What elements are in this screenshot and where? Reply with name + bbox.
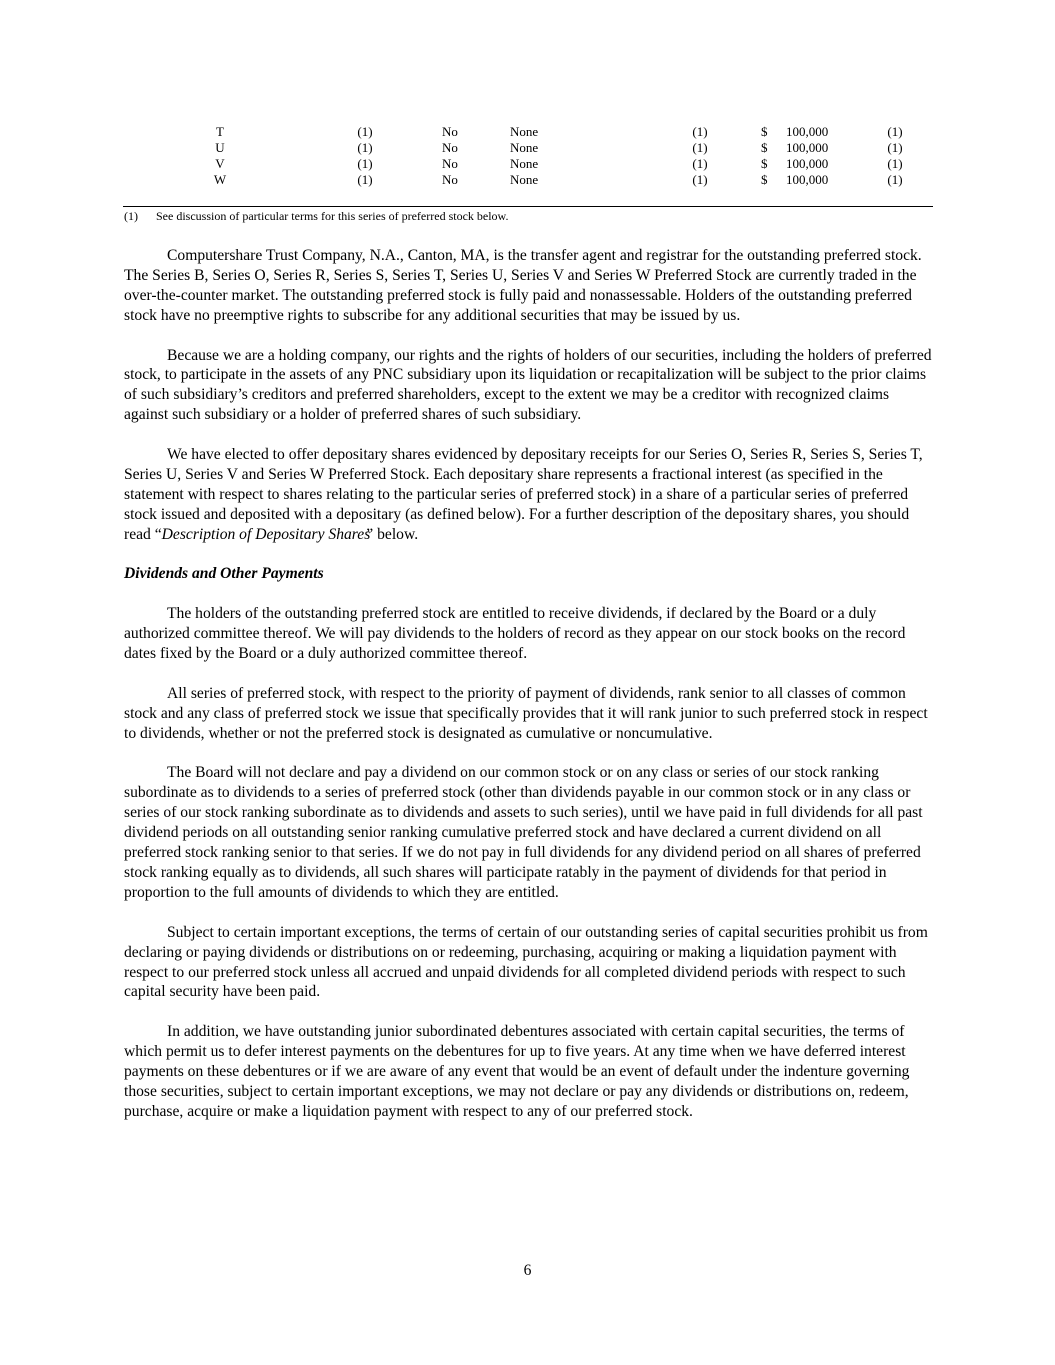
paragraph-transfer-agent: Computershare Trust Company, N.A., Canton, MA, is the transfer agent and registrar for the outstanding preferred stock. The Series B, Series O, Series R, Series S, Series T, Series U, Series V and Series W Preferred Stock are currently traded in the over-the-counter market. The outstanding preferred stock is fully paid and nonassessable. Holders of the outstanding preferred stock have no preemptive rights to subscribe for any additional securities that may be issued by us. bbox=[124, 247, 922, 324]
cell-col-b: No bbox=[442, 156, 458, 171]
cell-series: U bbox=[215, 140, 225, 155]
cell-currency: $ bbox=[761, 124, 768, 139]
cell-col-a: (1) bbox=[357, 124, 373, 139]
cell-col-a: (1) bbox=[357, 172, 373, 187]
table-row bbox=[0, 124, 1055, 140]
table-row bbox=[0, 172, 1055, 188]
cell-col-a: (1) bbox=[357, 140, 373, 155]
cell-col-d: (1) bbox=[692, 172, 708, 187]
depositary-shares-reference: Description of Depositary Shares bbox=[161, 525, 371, 543]
section-heading-dividends: Dividends and Other Payments bbox=[124, 565, 324, 583]
cell-amount: 100,000 bbox=[786, 172, 829, 187]
footnote-mark: (1) bbox=[124, 209, 138, 223]
cell-col-d: (1) bbox=[692, 140, 708, 155]
depositary-text-before: We have elected to offer depositary shares evidenced by depositary receipts for our Series O, Series R, Series S, Series T, Series U, Series V and Series W Preferred Stock. Each depositary share represents a fractional interest (as specified in the statement with respect to shares relating to the particular series of preferred stock) in a share of a particular series of preferred stock issued and deposited with a depositary (as defined below). For a further description of the depositary shares, you should read “ bbox=[124, 446, 923, 543]
page-number: 6 bbox=[523, 1262, 532, 1279]
cell-series: W bbox=[213, 172, 227, 187]
footnote-text: See discussion of particular terms for this series of preferred stock below. bbox=[156, 209, 509, 223]
cell-col-c: None bbox=[510, 124, 539, 139]
cell-amount: 100,000 bbox=[786, 156, 829, 171]
cell-col-d: (1) bbox=[692, 124, 708, 139]
cell-col-c: None bbox=[510, 156, 539, 171]
paragraph-capital-securities: Subject to certain important exceptions, the terms of certain of our outstanding series of capital securities prohibit us from declaring or paying dividends or distributions on or redeeming, purchasing, acquiring or making a liquidation payment with respect to our preferred stock unless all accrued and unpaid dividends for all completed dividend periods with respect to such capital security have been paid. bbox=[124, 923, 928, 1001]
paragraph-holding-company: Because we are a holding company, our rights and the rights of holders of our securities, including the holders of preferred stock, to participate in the assets of any PNC subsidiary upon its liquidation or recapitalization will be subject to the prior claims of such subsidiary’s creditors and preferred shareholders, except to the extent we may be a creditor with recognized claims against such subsidiary or a holder of preferred shares of such subsidiary. bbox=[124, 346, 932, 424]
cell-amount: 100,000 bbox=[786, 124, 829, 139]
cell-col-b: No bbox=[442, 172, 458, 187]
cell-currency: $ bbox=[761, 172, 768, 187]
table-footnote bbox=[124, 209, 508, 224]
cell-col-a: (1) bbox=[357, 156, 373, 171]
cell-col-b: No bbox=[442, 140, 458, 155]
cell-col-c: None bbox=[510, 140, 539, 155]
paragraph-dividend-entitlement: The holders of the outstanding preferred stock are entitled to receive dividends, if declared by the Board or a duly authorized committee thereof. We will pay dividends to the holders of record as they appear on our stock books on the record dates fixed by the Board or a duly authorized committee thereof. bbox=[124, 605, 906, 663]
cell-col-d: (1) bbox=[692, 156, 708, 171]
cell-amount: 100,000 bbox=[786, 140, 829, 155]
paragraph-dividend-priority: All series of preferred stock, with respect to the priority of payment of dividends, rank senior to all classes of common stock and any class of preferred stock we issue that specifically provides that it will rank junior to such preferred stock in respect to dividends, whether or not the preferred stock is designated as cumulative or noncumulative. bbox=[124, 684, 928, 742]
paragraph-dividend-restrictions: The Board will not declare and pay a dividend on our common stock or on any class or series of our stock ranking subordinate as to dividends to a series of preferred stock (other than dividends payable in our common stock or in any class or series of our stock ranking subordinate as to dividends and assets to such series), until we have paid in full dividends for all past dividend periods on all outstanding senior ranking cumulative preferred stock and have declared a current dividend on all preferred stock ranking senior to that series. If we do not pay in full dividends for any dividend period on all shares of preferred stock ranking equally as to dividends, all such shares will participate ratably in the payment of dividends for that period in proportion to the full amounts of dividends to which they are entitled. bbox=[124, 764, 923, 901]
cell-currency: $ bbox=[761, 140, 768, 155]
cell-col-c: None bbox=[510, 172, 539, 187]
table-rule bbox=[123, 206, 933, 207]
preferred-stock-table bbox=[0, 124, 1055, 188]
paragraph-depositary-shares bbox=[124, 445, 934, 545]
cell-col-e: (1) bbox=[887, 124, 903, 139]
cell-col-b: No bbox=[442, 124, 458, 139]
table-row bbox=[0, 140, 1055, 156]
cell-currency: $ bbox=[761, 156, 768, 171]
cell-col-e: (1) bbox=[887, 156, 903, 171]
body-text bbox=[124, 246, 934, 1142]
cell-series: V bbox=[215, 156, 225, 171]
cell-col-e: (1) bbox=[887, 172, 903, 187]
depositary-text-after: ” below. bbox=[366, 525, 419, 543]
table-row bbox=[0, 156, 1055, 172]
cell-col-e: (1) bbox=[887, 140, 903, 155]
paragraph-junior-debentures: In addition, we have outstanding junior subordinated debentures associated with certain capital securities, the terms of which permit us to defer interest payments on the debentures for up to five years. At any time when we have deferred interest payments on these debentures or if we are aware of any event that would be an event of default under the indenture governing those securities, subject to certain important exceptions, we may not declare or pay any dividends or distributions on, redeem, purchase, acquire or make a liquidation payment with respect to any of our preferred stock. bbox=[124, 1023, 910, 1120]
cell-series: T bbox=[216, 124, 224, 139]
